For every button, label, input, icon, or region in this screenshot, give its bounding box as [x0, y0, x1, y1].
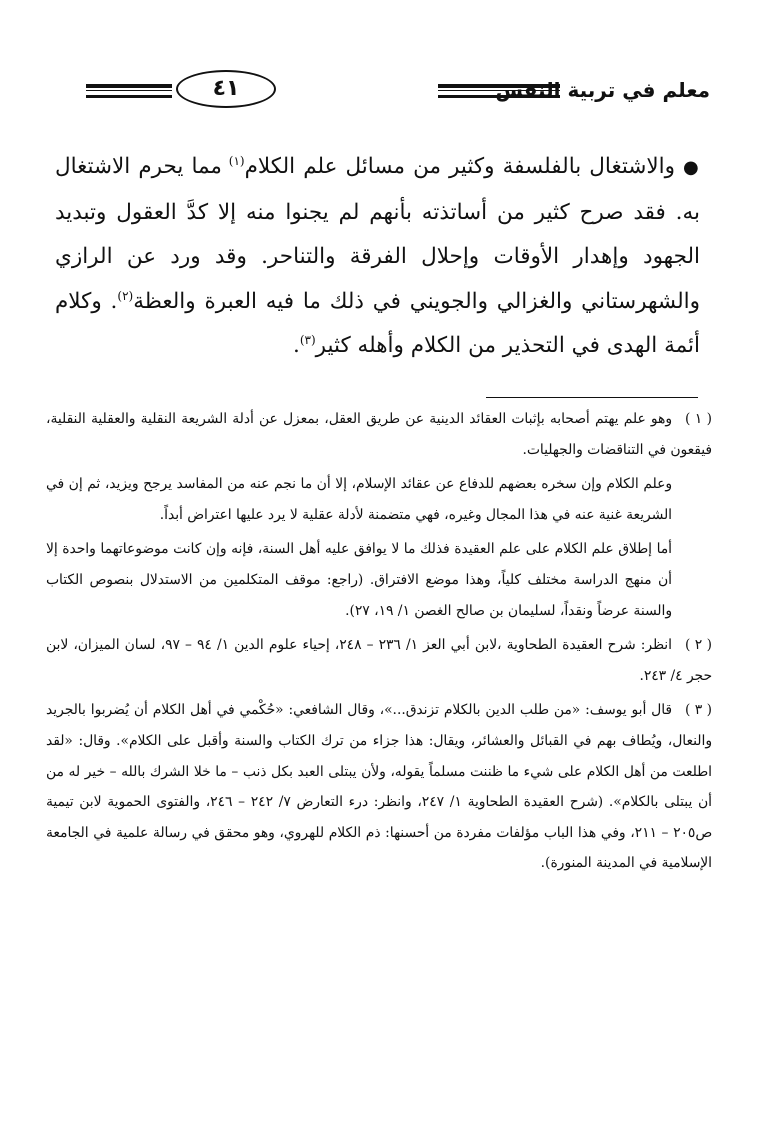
footnote-ref-1[interactable]: (١) — [228, 153, 245, 168]
footnote-1-text: وهو علم يهتم أصحابه بإثبات العقائد الدينية عن طريق العقل، بمعزل عن أدلة الشريعة النقلية والعقلية النقلية، فيقعون في التناقضات والجهليات. — [46, 411, 712, 458]
main-text-part4: . — [292, 333, 300, 358]
main-text-part1: والاشتغال بالفلسفة وكثير من مسائل علم الكلام — [244, 154, 675, 179]
footnote-ref-2[interactable]: (٢) — [117, 288, 134, 303]
footnote-1-para-2: وعلم الكلام وإن سخره بعضهم للدفاع عن عقائد الإسلام، إلا أن ما نجم عنه من المفاسد يرجح ويزيد، ثم إن في الشريعة غنية عنه في هذا المجال وغيره، فهي متضمنة لأدلة عقلية لا يرد عليها اعتراض أبداً. — [46, 476, 672, 523]
main-text-part2: مما يحرم الاشتغال به. فقد صرح كثير من أساتذته بأنهم لم يجنوا منه إلا كدَّ العقول وتبديد الجهود وإهدار الأوقات وإحلال الفرقة والتناحر. وقد ورد عن الرازي والشهرستاني والغزالي والجويني في ذلك ما فيه العبرة والعظة — [55, 154, 700, 314]
running-title: معلم في تربية النفس — [495, 78, 710, 102]
footnote-1-number: ( ١ ) — [685, 411, 712, 427]
footnote-ref-3[interactable]: (٣) — [299, 332, 316, 347]
footnotes — [46, 404, 712, 883]
footnote-1-para-3: أما إطلاق علم الكلام على علم العقيدة فذلك ما لا يوافق عليه أهل السنة، فإنه وإن كانت موضوعاتهما واحدة إلا أن منهج الدراسة مختلف كلياً، وهذا موضع الافتراق. (راجع: موقف المتكلمين من الاستدلال بنصوص الكتاب والسنة عرضاً ونقداً، لسليمان بن صالح الغصن ١/ ١٩، ٢٧). — [46, 541, 672, 619]
page-number: ٤١ — [176, 70, 276, 108]
footnote-3 — [46, 695, 712, 879]
footnote-divider — [486, 397, 698, 398]
footnote-1 — [46, 404, 712, 626]
footnote-2-number: ( ٢ ) — [684, 637, 712, 654]
main-paragraph — [55, 145, 700, 369]
footnote-2-text: انظر: شرح العقيدة الطحاوية ،لابن أبي العز ١/ ٢٣٦ – ٢٤٨، إحياء علوم الدين ١/ ٩٤ – ٩٧، لسان الميزان، لابن حجر ٤/ ٢٤٣. — [46, 637, 712, 684]
bullet-icon: ● — [683, 157, 700, 178]
footnote-3-number: ( ٣ ) — [685, 702, 712, 719]
footnote-2 — [46, 630, 712, 691]
footnote-3-text: قال أبو يوسف: «من طلب الدين بالكلام تزندق...»، وقال الشافعي: «حُكْمي في أهل الكلام أن يُضربوا بالجريد والنعال، ويُطاف بهم في القبائل والعشائر، ويقال: هذا جزاء من ترك الكتاب والسنة وأقبل على الكلام». وقال: «لقد اطلعت من أهل الكلام على شيء ما ظننت مسلماً يقوله، ولأن يبتلى العبد بكل ذنب – ما خلا الشرك بالله – خير له من أن يبتلى بالكلام». (شرح العقيدة الطحاوية ١/ ٢٤٧، وانظر: درء التعارض ٧/ ٢٤٢ – ٢٤٦، والفتوى الحموية لابن تيمية ص٢٠٥ – ٢١١، وفي هذا الباب مؤلفات مفردة من أحسنها: ذم الكلام للهروي، وهو محقق في رسالة علمية في الجامعة الإسلامية في المدينة المنورة). — [46, 702, 713, 872]
main-text-part3: . وكلام أئمة الهدى في التحذير من الكلام وأهله كثير — [55, 288, 700, 358]
header-rule-right — [438, 84, 560, 98]
page-header — [86, 70, 710, 118]
header-rule-left — [86, 84, 172, 98]
